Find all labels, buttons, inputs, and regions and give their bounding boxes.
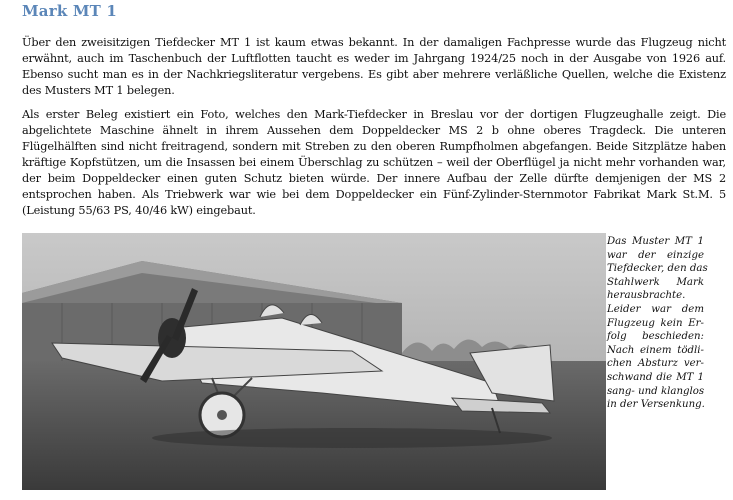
- caption-line: war der einzige: [607, 249, 704, 261]
- caption-line: Leider war dem: [607, 303, 704, 315]
- caption-line: chen Absturz ver-: [607, 358, 704, 370]
- caption-line: schwand die MT 1: [607, 371, 704, 383]
- mark-mt1-photo-illustration: [22, 233, 606, 490]
- caption-line: Tiefdecker, den das: [607, 263, 708, 275]
- caption-line: Stahlwerk Mark: [607, 276, 704, 288]
- caption-line: in der Versenkung.: [607, 399, 705, 411]
- photo-caption: [607, 235, 708, 412]
- caption-line: Flugzeug kein Er-: [607, 317, 704, 329]
- paragraph-photo-description: Als erster Beleg existiert ein Foto, welches den Mark-Tiefdecker in Breslau vor der dortigen Flugzeughalle zeigt. Die abgelichtete Maschine ähnelt in ihrem Aussehen dem Doppeldecker MS 2 b ohne oberes Tragdeck. Die unteren Flügelhälften sind nicht freitragend, sondern mit Streben zu den oberen Rumpfholmen abgefangen. Beide Sitzplätze haben kräftige Kopfstützen, um die Insassen bei einem Überschlag zu schützen – weil der Oberflügel ja nicht mehr vorhanden war, der beim Doppeldecker einen guten Schutz bieten würde. Der innere Aufbau der Zelle dürfte demjenigen der MS 2 entsprochen haben. Als Triebwerk war wie bei dem Doppeldecker ein Fünf-Zylinder-Sternmotor Fabrikat Mark St.M. 5 (Leistung 55/63 PS, 40/46 kW) eingebaut.: [22, 108, 726, 217]
- page-title: Mark MT 1: [22, 2, 118, 20]
- aircraft-photo: [22, 233, 606, 490]
- caption-line: Nach einem tödli-: [607, 344, 704, 356]
- caption-line: folg beschieden:: [607, 331, 704, 343]
- caption-line: herausbrachte.: [607, 290, 686, 302]
- paragraph-intro: Über den zweisitzigen Tiefdecker MT 1 ist kaum etwas bekannt. In der damaligen Fachpresse wurde das Flugzeug nicht erwähnt, auch im Taschenbuch der Luftflotten taucht es weder im Jahrgang 1924/25 noch in der Ausgabe von 1926 auf. Ebenso sucht man es in der Nachkriegsliteratur vergebens. Es gibt aber mehrere verläßliche Quellen, welche die Existenz des Musters MT 1 belegen.: [22, 36, 726, 97]
- caption-line: Das Muster MT 1: [607, 236, 704, 247]
- caption-line: sang- und klanglos: [607, 385, 705, 397]
